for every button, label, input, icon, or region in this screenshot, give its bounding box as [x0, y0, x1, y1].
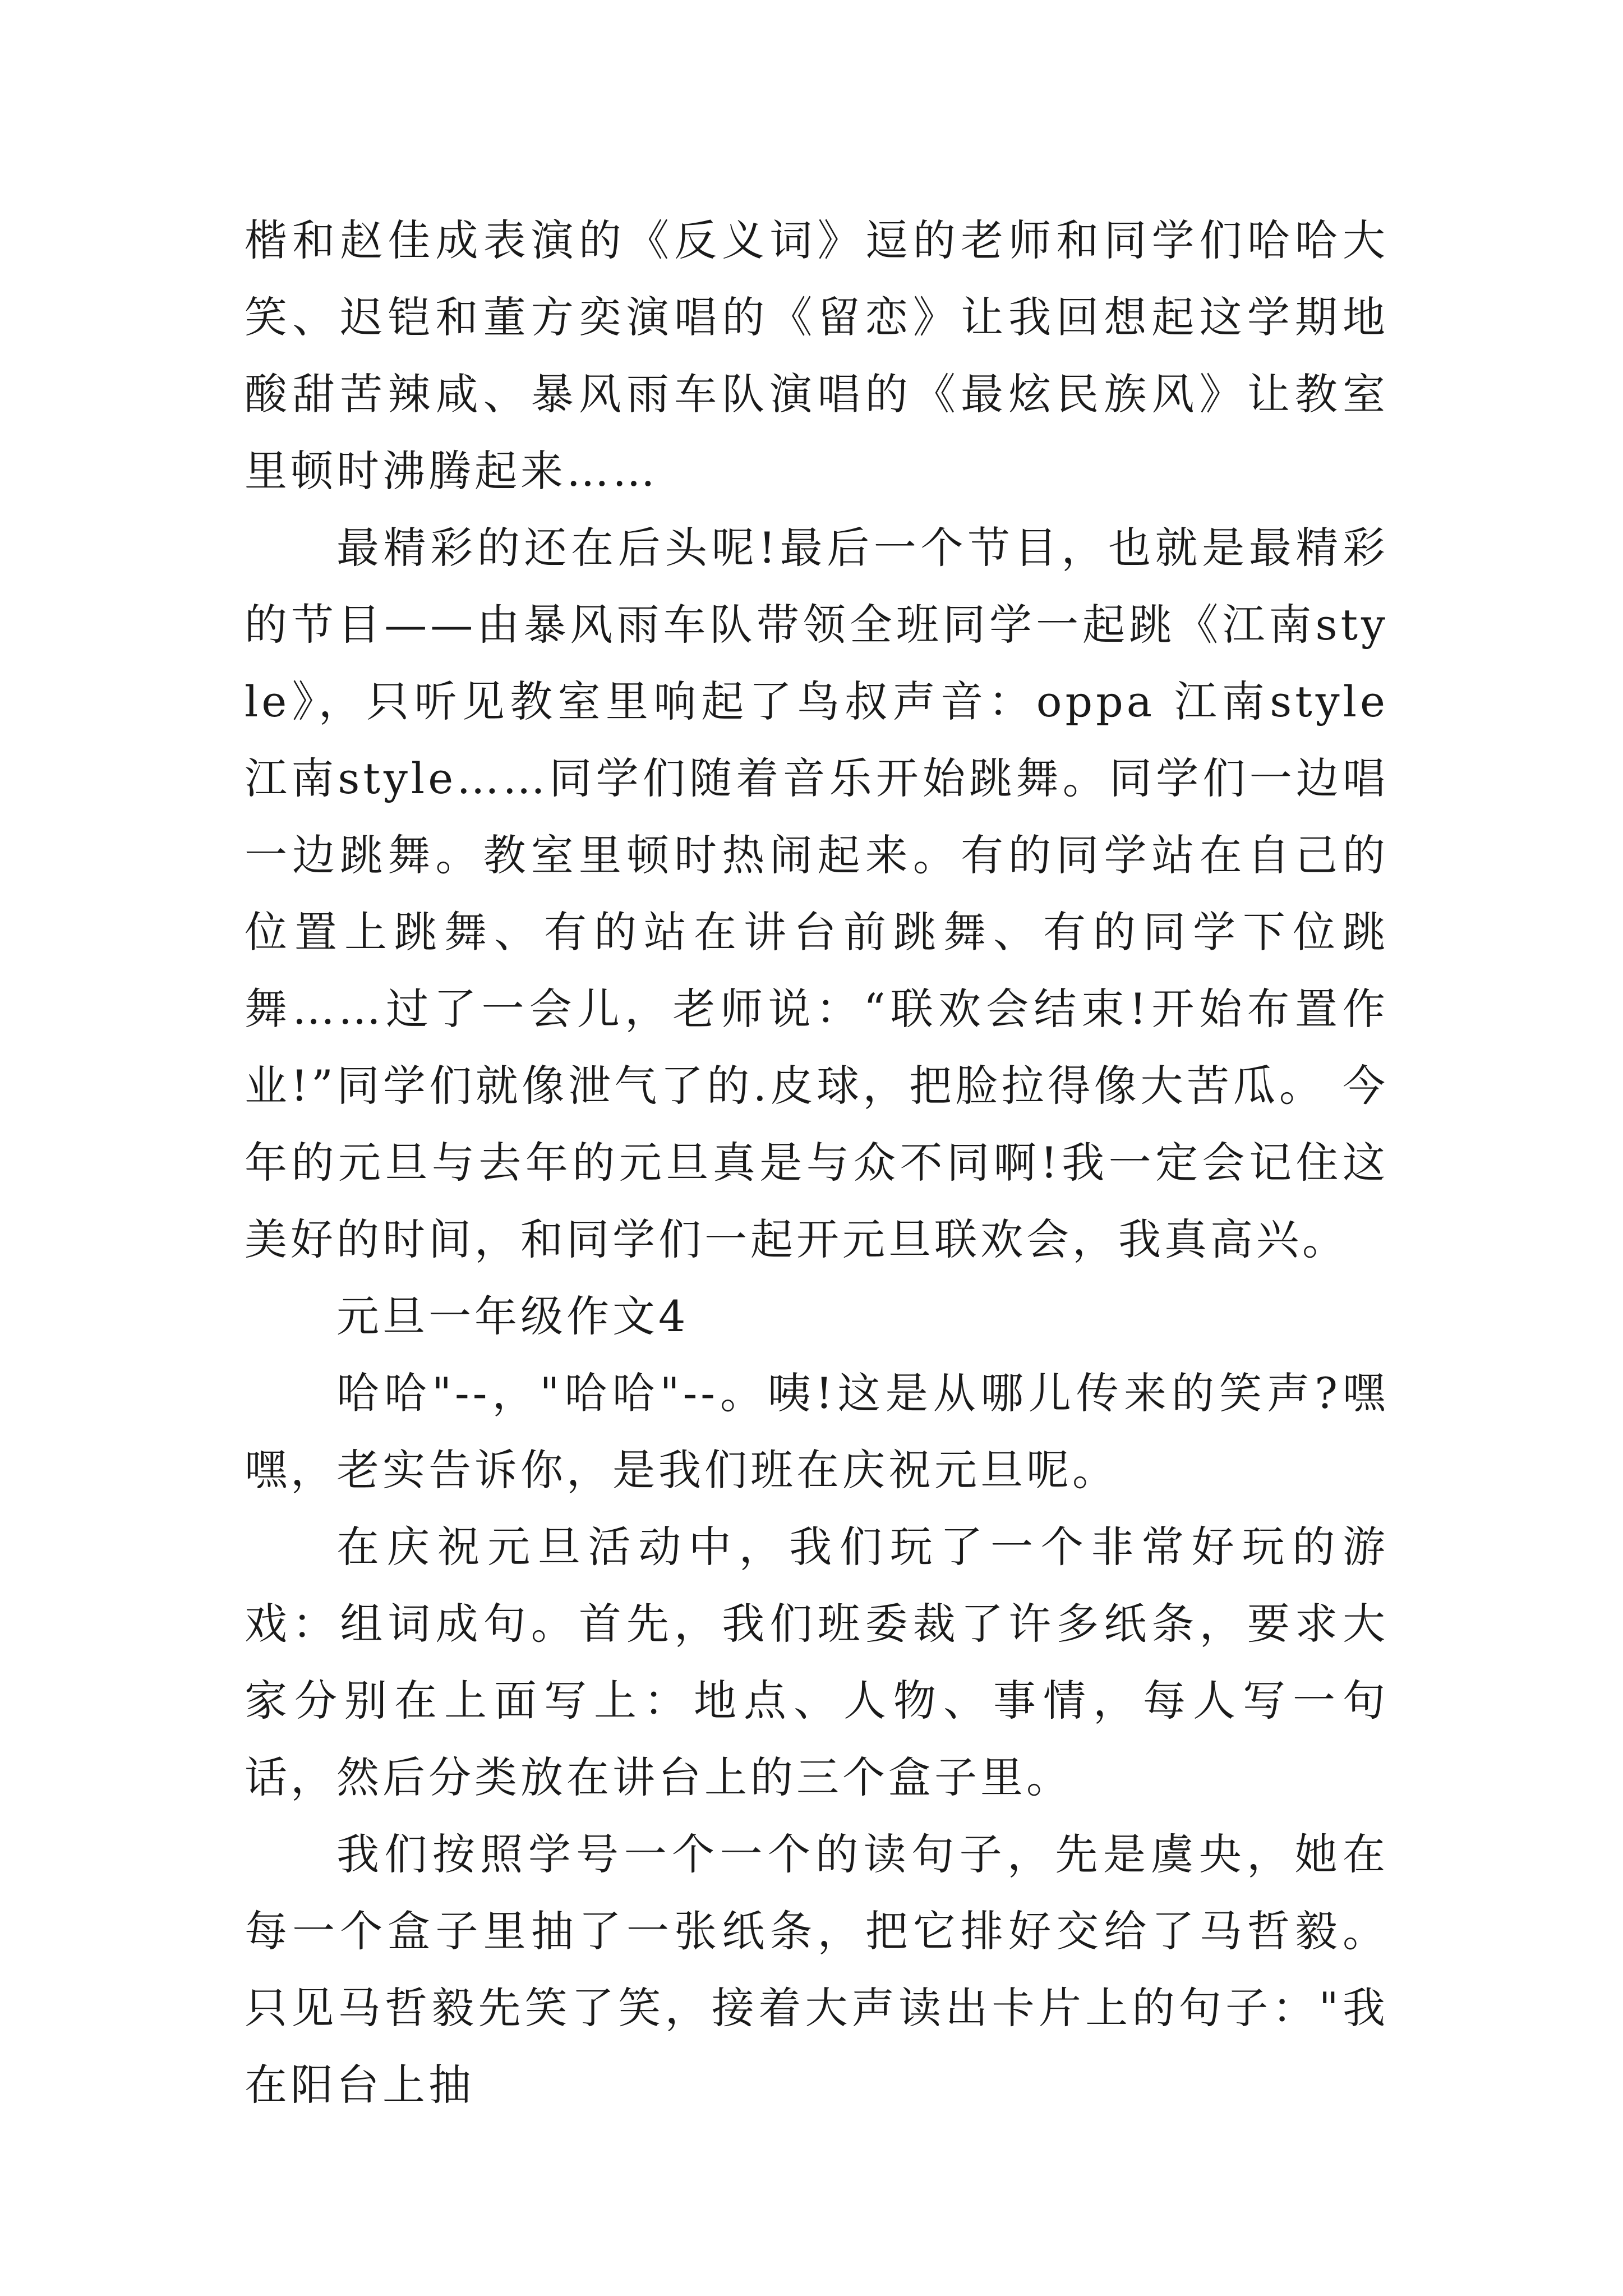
section-heading: 元旦一年级作文4 [336, 1291, 689, 1341]
paragraph-4: 在庆祝元旦活动中，我们玩了一个非常好玩的游戏：组词成句。首先，我们班委裁了许多纸条，要求大家分别在上面写上：地点、人物、事情，每人写一句话，然后分类放在讲台上的三个盒子里。 [245, 1522, 1389, 1802]
paragraph-5: 我们按照学号一个一个的读句子，先是虞央，她在每一个盒子里抽了一张纸条，把它排好交给了马哲毅。只见马哲毅先笑了笑，接着大声读出卡片上的句子："我在阳台上抽 [245, 1829, 1389, 2110]
paragraph-3: 哈哈"--，"哈哈"--。咦!这是从哪儿传来的笑声?嘿嘿，老实告诉你，是我们班在庆祝元旦呢。 [245, 1368, 1389, 1495]
document-body [245, 202, 1389, 2123]
paragraph-2: 最精彩的还在后头呢!最后一个节目，也就是最精彩的节目——由暴风雨车队带领全班同学一起跳《江南style》，只听见教室里响起了鸟叔声音：oppa 江南style 江南style……同学们随着音乐开始跳舞。同学们一边唱一边跳舞。教室里顿时热闹起来。有的同学站在自己的位置上跳舞、有的站在讲台前跳舞、有的同学下位跳舞……过了一会儿，老师说：“联欢会结束!开始布置作业!”同学们就像泄气了的.皮球，把脸拉得像大苦瓜。 今年的元旦与去年的元旦真是与众不同啊!我一定会记住这美好的时间，和同学们一起开元旦联欢会，我真高兴。 [245, 523, 1389, 1264]
paragraph-1: 楷和赵佳成表演的《反义词》逗的老师和同学们哈哈大笑、迟铠和董方奕演唱的《留恋》让我回想起这学期地酸甜苦辣咸、暴风雨车队演唱的《最炫民族风》让教室里顿时沸腾起来…… [245, 215, 1389, 496]
